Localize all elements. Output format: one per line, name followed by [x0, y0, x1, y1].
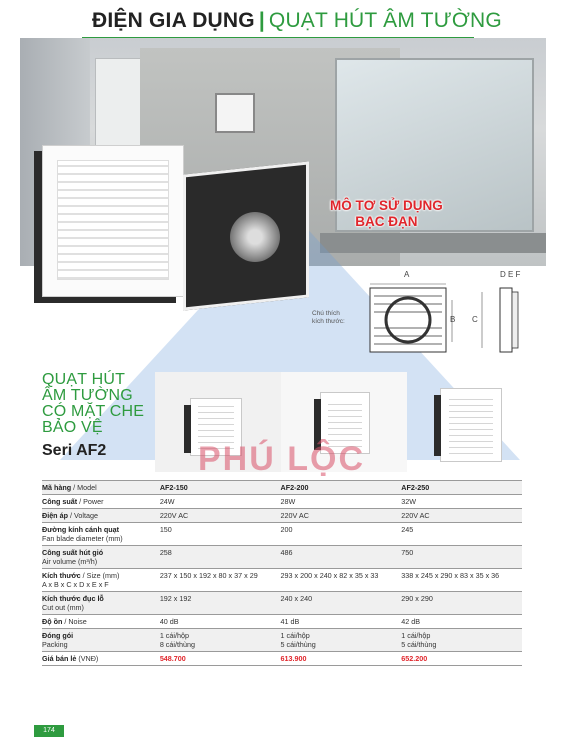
- packing-carton: 8 cái/thùng: [159, 640, 195, 649]
- table-row: [42, 523, 522, 546]
- header-category: ĐIỆN GIA DỤNG: [92, 9, 255, 32]
- cell-blade: 245: [401, 523, 522, 546]
- dimension-note: [312, 310, 345, 326]
- row-label-en: Cut out (mm): [42, 603, 84, 612]
- row-label: [42, 569, 160, 592]
- dim-label-b: B: [450, 315, 456, 324]
- row-label-en: Air volume (m³/h): [42, 557, 98, 566]
- cell-size: 293 x 200 x 240 x 82 x 35 x 33: [281, 569, 402, 592]
- cell-model: AF2-250: [401, 481, 522, 495]
- cell-air: 750: [401, 546, 522, 569]
- header-subcategory: QUẠT HÚT ÂM TƯỜNG: [268, 9, 502, 32]
- fan-grille: [57, 160, 169, 280]
- cell-size: 237 x 150 x 192 x 80 x 37 x 29: [160, 569, 281, 592]
- product-title-line: CÓ MẶT CHE: [42, 403, 145, 420]
- packing-carton: 5 cái/thùng: [280, 640, 316, 649]
- product-title-line: QUẠT HÚT: [42, 371, 126, 388]
- cell-air: 258: [160, 546, 281, 569]
- packing-box: 1 cái/hộp: [280, 631, 310, 640]
- row-label: [42, 615, 160, 629]
- dim-label-c: C: [472, 315, 478, 324]
- cell-packing: [281, 629, 402, 652]
- dim-label-def: D E F: [500, 270, 521, 279]
- header-separator: |: [258, 9, 265, 32]
- row-label-en: Fan blade diameter (mm): [42, 534, 123, 543]
- product-title-line: BẢO VỆ: [42, 419, 103, 436]
- cell-packing: [401, 629, 522, 652]
- page-number: 174: [34, 725, 64, 737]
- packing-box: 1 cái/hộp: [159, 631, 189, 640]
- row-label-en: (VNĐ): [76, 654, 99, 663]
- packing-carton: 5 cái/thùng: [401, 640, 437, 649]
- cell-voltage: 220V AC: [160, 509, 281, 523]
- table-row: [42, 481, 522, 495]
- cell-noise: 40 dB: [160, 615, 281, 629]
- row-label-vi: Điện áp: [42, 511, 68, 520]
- table-row: [42, 546, 522, 569]
- row-label-en: / Power: [77, 497, 104, 506]
- callout-line2: BẠC ĐẠN: [355, 214, 418, 229]
- packing-box: 1 cái/hộp: [401, 631, 431, 640]
- cell-price: 652.200: [401, 652, 522, 666]
- row-label: [42, 629, 160, 652]
- page-header: [0, 0, 566, 40]
- watermark-text: PHÚ LỘC: [198, 440, 365, 478]
- row-label-vi: Độ ồn: [42, 617, 63, 626]
- cell-cutout: 240 x 240: [281, 592, 402, 615]
- row-label-vi: Đóng gói: [42, 631, 74, 640]
- row-label-en2: A x B x C x D x E x F: [42, 580, 109, 589]
- cell-voltage: 220V AC: [401, 509, 522, 523]
- row-label-en: / Noise: [62, 617, 87, 626]
- row-label-vi: Mã hàng: [42, 483, 72, 492]
- callout-line1: MÔ TƠ SỬ DỤNG: [330, 198, 443, 213]
- row-label: [42, 652, 160, 666]
- row-label-vi: Giá bán lẻ: [42, 654, 77, 663]
- table-row: [42, 652, 522, 666]
- row-label-vi: Đường kính cánh quạt: [42, 525, 119, 534]
- table-row: [42, 592, 522, 615]
- side-dimension-diagram: [470, 278, 530, 356]
- row-label-vi: Công suất: [42, 497, 78, 506]
- row-label-vi: Kích thước đục lỗ: [42, 594, 104, 603]
- cell-power: 32W: [401, 495, 522, 509]
- cell-cutout: 192 x 192: [160, 592, 281, 615]
- cell-price: 613.900: [281, 652, 402, 666]
- table-row: [42, 569, 522, 592]
- cell-power: 24W: [160, 495, 281, 509]
- cell-noise: 42 dB: [401, 615, 522, 629]
- row-label: [42, 495, 160, 509]
- dimension-note-line1: Chú thích: [312, 310, 340, 317]
- fan-motor-image: [230, 212, 280, 262]
- row-label-en: / Model: [71, 483, 97, 492]
- cell-voltage: 220V AC: [281, 509, 402, 523]
- table-row: [42, 509, 522, 523]
- row-label: [42, 481, 160, 495]
- fan-front-image: [42, 145, 184, 297]
- dim-label-a: A: [404, 270, 410, 279]
- table-row: [42, 629, 522, 652]
- row-label-en: / Size (mm): [80, 571, 120, 580]
- product-series: Seri AF2: [42, 442, 107, 459]
- table-row: [42, 615, 522, 629]
- cell-blade: 150: [160, 523, 281, 546]
- row-label: [42, 509, 160, 523]
- row-label-vi: Công suất hút gió: [42, 548, 104, 557]
- spec-table: [42, 480, 522, 666]
- product-title: [42, 372, 162, 436]
- photo-installed-fan: [215, 93, 255, 133]
- cell-cutout: 290 x 290: [401, 592, 522, 615]
- row-label: [42, 592, 160, 615]
- cell-blade: 200: [281, 523, 402, 546]
- row-label: [42, 546, 160, 569]
- cell-model: AF2-200: [281, 481, 402, 495]
- cell-power: 28W: [281, 495, 402, 509]
- motor-callout: [330, 198, 443, 230]
- cell-noise: 41 dB: [281, 615, 402, 629]
- row-label-en: Packing: [42, 640, 68, 649]
- row-label-vi: Kích thước: [42, 571, 81, 580]
- header-title: [92, 9, 502, 33]
- dimension-note-line2: kích thước:: [312, 318, 345, 325]
- product-image-af2-250: [440, 388, 502, 462]
- row-label-en: / Voltage: [67, 511, 98, 520]
- product-title-line: ÂM TƯỜNG: [42, 387, 133, 404]
- cell-air: 486: [281, 546, 402, 569]
- cell-packing: [160, 629, 281, 652]
- row-label: [42, 523, 160, 546]
- table-row: [42, 495, 522, 509]
- cell-model: AF2-150: [160, 481, 281, 495]
- cell-size: 338 x 245 x 290 x 83 x 35 x 36: [401, 569, 522, 592]
- cell-price: 548.700: [160, 652, 281, 666]
